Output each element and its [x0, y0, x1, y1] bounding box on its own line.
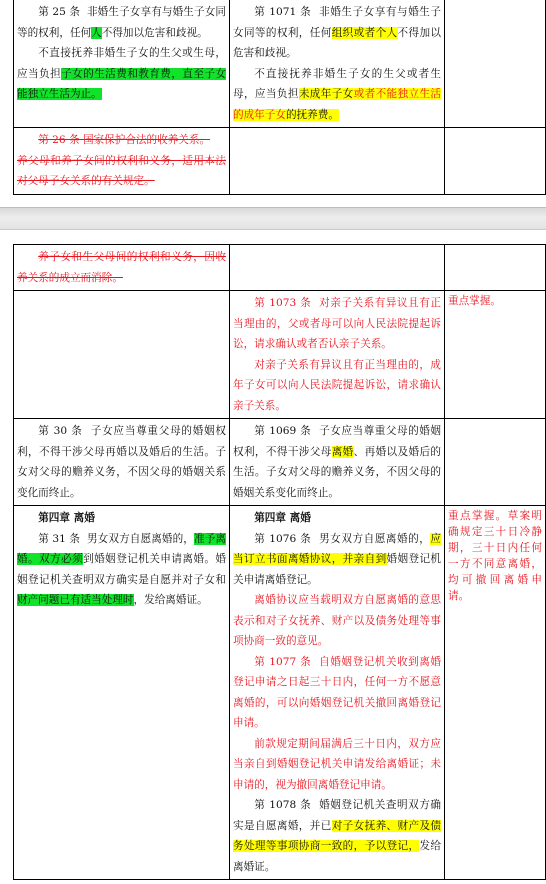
- paragraph: 离婚协议应当载明双方自愿离婚的意思表示和对子女抚养、财产以及债务处理等事项协商一致的意见。: [233, 594, 441, 647]
- paragraph: 第 25 条 非婚生子女享有与婚生子女同等的权利，任何人不得加以危害和歧视。: [17, 6, 226, 39]
- old-law-cell: [14, 0, 230, 128]
- deleted-text: 养父母和养子女间的权利和义务，适用本法对父母子女关系的有关规定。: [17, 154, 226, 187]
- yellow-highlight: 的抚养费。: [285, 108, 339, 121]
- page-gap: [0, 207, 546, 230]
- paragraph: 第 1073 条 对亲子关系有异议且有正当理由的，父或者母可以向人民法院提起诉讼，请求确认或者否认亲子关系。: [233, 297, 441, 350]
- yellow-highlight-red: 或者不能独立生活的成年子女: [233, 88, 442, 121]
- paragraph: 第 1076 条 男女双方自愿离婚的，应当订立书面离婚协议，并亲自到婚姻登记机关申请离婚登记。: [233, 532, 442, 586]
- paragraph: 第 30 条 子女应当尊重父母的婚姻权利，不得干涉父母再婚以及婚后的生活。子女对父母的赡养义务，不因父母的婚姻关系变化而终止。: [17, 425, 226, 499]
- paragraph: 第 1071 条 非婚生子女享有与婚生子女同等的权利，任何组织或者个人不得加以危害和歧视。: [233, 6, 442, 59]
- green-highlight: 财产问题已有适当处理时: [17, 594, 134, 606]
- paragraph: 第 1077 条 自婚姻登记机关收到离婚登记申请之日起三十日内，任何一方不愿意离婚的，可以向婚姻登记机关撤回离婚登记申请。: [233, 655, 441, 729]
- yellow-highlight: 对子女抚养、财产及债务处理等事项协商一致的，予以登记，: [233, 819, 441, 852]
- table-row: [14, 291, 546, 419]
- note-cell: [445, 506, 546, 880]
- paragraph: 前款规定期间届满后三十日内，双方应当亲自到婚姻登记机关申请发给离婚证；未申请的，视为撤回离婚登记申请。: [233, 737, 441, 791]
- paragraph: 不直接抚养非婚生子女的生父或者生母，应当负担未成年子女或者不能独立生活的成年子女的抚养费。: [233, 67, 442, 121]
- paragraph: 第 31 条 男女双方自愿离婚的，准予离婚。双方必须到婚姻登记机关申请离婚。婚姻登记机关查明双方确实是自愿并对子女和财产问题已有适当处理时，发给离婚证。: [17, 532, 227, 606]
- article-number: 第 30 条: [38, 425, 83, 437]
- article-number: 第 1069 条: [254, 425, 312, 437]
- paragraph: 对亲子关系有异议且有正当理由的，成年子女可以向人民法院提起诉讼，请求确认亲子关系。: [233, 358, 441, 412]
- new-law-cell: [230, 0, 445, 128]
- yellow-highlight: 组织或者个人: [331, 26, 398, 39]
- new-law-cell: [230, 419, 445, 506]
- table-row: [14, 419, 546, 506]
- chapter-heading: 第四章 离婚: [38, 512, 95, 524]
- article-number: 第 1078 条: [254, 799, 312, 811]
- note-cell: [445, 245, 546, 291]
- document-page-1: [0, 0, 546, 207]
- yellow-highlight: 未成年子女: [298, 88, 354, 100]
- table-row: [14, 245, 546, 291]
- comparison-table-1: [13, 0, 546, 195]
- new-law-cell: [230, 506, 445, 880]
- new-law-cell: [230, 291, 445, 419]
- article-number: 第 1077 条: [254, 655, 312, 668]
- table-row: [14, 128, 546, 195]
- article-number: 第 1073 条: [254, 297, 312, 309]
- article-number: 第 25 条: [38, 6, 81, 18]
- deleted-text: 第 26 条 国家保护合法的收养关系。: [38, 134, 211, 146]
- deleted-text: 养子女和生父母间的权利和义务，因收养关系的成立而消除。: [17, 251, 226, 284]
- old-law-cell: [14, 128, 230, 195]
- old-law-cell: [14, 419, 230, 506]
- chapter-heading: 第四章 离婚: [254, 512, 311, 524]
- table-row: [14, 0, 546, 128]
- note-text: 重点掌握。草案明确规定三十日冷静期，三十日内任何一方不同意离婚，均可撤回离婚申请。: [448, 510, 542, 602]
- note-cell: [445, 291, 546, 419]
- note-cell: [445, 128, 546, 195]
- green-highlight: 子女的生活费和教育费，直至子女能独立生活为止。: [17, 67, 227, 100]
- old-law-cell: [14, 506, 230, 880]
- paragraph: 不直接抚养非婚生子女的生父或生母，应当负担子女的生活费和教育费，直至子女能独立生活为止。: [17, 47, 227, 100]
- note-cell: [445, 0, 546, 128]
- yellow-highlight: 应当订立书面离婚协议，并亲自到: [233, 532, 441, 565]
- old-law-cell: [14, 291, 230, 419]
- green-highlight: 准予离婚。双方必须: [17, 532, 226, 565]
- document-page-2: [0, 230, 546, 884]
- article-number: 第 1071 条: [254, 6, 312, 18]
- table-row: [14, 506, 546, 880]
- new-law-cell: [230, 128, 445, 195]
- yellow-highlight: 离婚: [331, 445, 354, 458]
- article-number: 第 31 条: [38, 532, 81, 545]
- green-highlight: 人: [91, 26, 102, 39]
- paragraph: 第 1078 条 婚姻登记机关查明双方确实是自愿离婚，并已对子女抚养、财产及债务处理等事项协商一致的，予以登记，发给离婚证。: [233, 799, 442, 873]
- note-cell: [445, 419, 546, 506]
- note-text: 重点掌握。: [448, 295, 501, 307]
- article-number: 第 1076 条: [254, 532, 312, 545]
- old-law-cell: [14, 245, 230, 291]
- paragraph: 第 1069 条 子女应当尊重父母的婚姻权利，不得干涉父母离婚、再婚以及婚后的生活。子女对父母的赡养义务，不因父母的婚姻关系变化而终止。: [233, 425, 442, 499]
- comparison-table-2: [13, 244, 546, 880]
- new-law-cell: [230, 245, 445, 291]
